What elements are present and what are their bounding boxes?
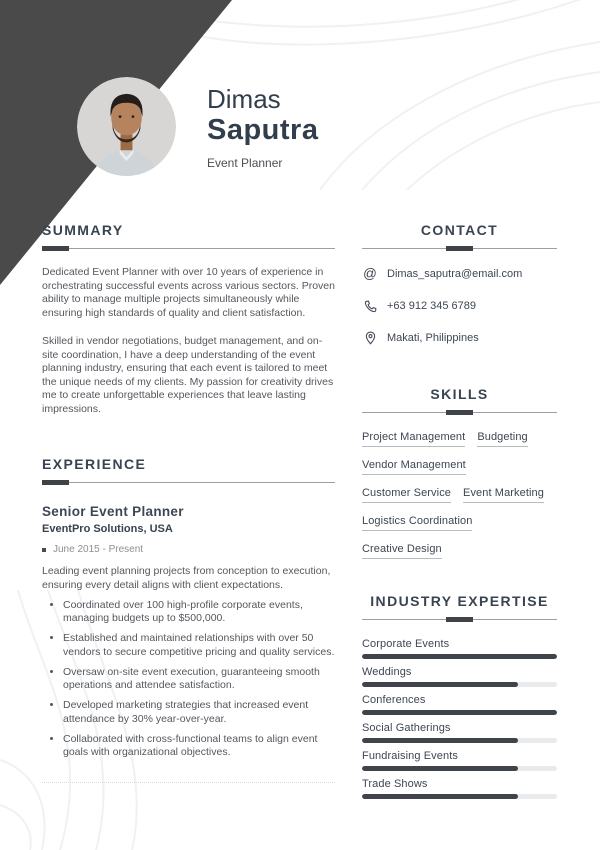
job-bullet: • Oversaw on-site event execution, guaranteeing smooth operations and attendee satisfaction. <box>63 666 335 693</box>
contact-section <box>362 222 557 346</box>
left-column <box>42 222 335 783</box>
skill-item: Project Management <box>362 431 465 447</box>
job-dates <box>42 544 335 555</box>
industry-expertise-label: Conferences <box>362 694 426 706</box>
contact-rows <box>362 266 557 346</box>
job-position-title: Senior Event Planner <box>42 504 184 519</box>
industry-expertise-label: Fundraising Events <box>362 750 458 762</box>
job-dates-text: June 2015 - Present <box>53 544 144 555</box>
industry-expertise-bar-track <box>362 738 557 743</box>
right-column <box>362 222 557 806</box>
industry-expertise-label: Corporate Events <box>362 638 450 650</box>
contact-heading: CONTACT <box>420 222 499 238</box>
industry-expertise-bar-fill <box>362 682 518 687</box>
job-bullet: • Coordinated over 100 high-profile corporate events, managing budgets up to $500,000. <box>63 599 335 626</box>
skills-section <box>362 386 557 559</box>
industry-expertise-bar-track <box>362 794 557 799</box>
industry-expertise-section <box>362 593 557 799</box>
experience-heading: EXPERIENCE <box>42 456 147 472</box>
rule-accent-bar <box>446 246 473 251</box>
summary-paragraphs <box>42 266 335 416</box>
summary-heading: SUMMARY <box>42 222 124 238</box>
industry-expertise-label: Trade Shows <box>362 778 428 790</box>
experience-section <box>42 456 335 783</box>
skills-heading: SKILLS <box>430 386 489 402</box>
first-name: Dimas <box>207 84 281 114</box>
industry-expertise-bar-fill <box>362 710 557 715</box>
profile-photo <box>77 77 176 176</box>
industry-expertise-heading: INDUSTRY EXPERTISE <box>370 593 549 609</box>
rule-accent-bar <box>446 617 473 622</box>
last-name: Saputra <box>207 114 319 146</box>
summary-paragraph: Skilled in vendor negotiations, budget management, and on-site coordination, I have a deep understanding of the event planning industry, ensuring that each event is tailored to meet the unique needs of my clients. My passion for creativity drives me to create unforgettable experiences that leave lasting impressions. <box>42 335 334 415</box>
summary-paragraph: Dedicated Event Planner with over 10 years of experience in orchestrating successful events across various sectors. Proven ability to manage multiple projects simultaneously while ensuring high standards of quality and client satisfaction. <box>42 266 335 319</box>
industry-expertise-bar-track <box>362 682 557 687</box>
industry-expertise-item <box>362 694 557 715</box>
industry-expertise-item <box>362 750 557 771</box>
contact-row-phone <box>362 298 557 314</box>
industry-expertise-bar-track <box>362 766 557 771</box>
industry-expertise-bar-fill <box>362 794 518 799</box>
industry-expertise-bar-fill <box>362 654 557 659</box>
industry-expertise-item <box>362 722 557 743</box>
contact-location: Makati, Philippines <box>387 332 479 344</box>
date-square-bullet-icon <box>42 548 46 552</box>
skill-item: Creative Design <box>362 543 442 559</box>
skill-item: Logistics Coordination <box>362 515 472 531</box>
industry-expertise-label: Weddings <box>362 666 412 678</box>
job-bullet-list <box>42 599 335 760</box>
summary-section <box>42 222 335 416</box>
job-description: Leading event planning projects from conception to execution, ensuring every detail aligns with client expectations. <box>42 565 331 591</box>
industry-expertise-bar-track <box>362 710 557 715</box>
at-icon: @ <box>363 266 377 281</box>
job-bullet: • Established and maintained relationships with over 50 vendors to secure competitive pricing and quality services. <box>63 632 335 659</box>
skill-item: Vendor Management <box>362 459 466 475</box>
section-rule <box>362 617 557 622</box>
industry-expertise-item <box>362 666 557 687</box>
rule-accent-bar <box>42 246 69 251</box>
phone-icon <box>362 298 378 314</box>
dotted-separator <box>42 782 335 783</box>
industry-expertise-bar-fill <box>362 738 518 743</box>
contact-phone: +63 912 345 6789 <box>387 300 477 312</box>
industry-expertise-item <box>362 778 557 799</box>
job-company: EventPro Solutions, USA <box>42 523 173 535</box>
industry-expertise-bar-fill <box>362 766 518 771</box>
job-bullet: • Collaborated with cross-functional teams to align event goals with organizational objectives. <box>63 733 335 760</box>
industry-expertise-bar-track <box>362 654 557 659</box>
section-rule <box>42 246 335 251</box>
section-rule <box>362 246 557 251</box>
rule-accent-bar <box>42 480 69 485</box>
contact-row-email <box>362 266 557 282</box>
avatar-portrait <box>77 77 176 176</box>
section-rule <box>362 410 557 415</box>
contact-row-location <box>362 330 557 346</box>
skills-list <box>362 431 557 559</box>
experience-entry <box>42 504 335 760</box>
location-icon <box>362 330 378 346</box>
contact-email: Dimas_saputra@email.com <box>387 268 523 280</box>
skill-item: Customer Service <box>362 487 451 503</box>
job-bullet: • Developed marketing strategies that increased event attendance by 30% year-over-year. <box>63 699 335 726</box>
skill-item: Event Marketing <box>463 487 544 503</box>
skill-item: Budgeting <box>477 431 527 447</box>
industry-expertise-item <box>362 638 557 659</box>
section-rule <box>42 480 335 485</box>
industry-expertise-list <box>362 638 557 799</box>
job-title: Event Planner <box>207 156 283 170</box>
header <box>207 84 318 170</box>
industry-expertise-label: Social Gatherings <box>362 722 451 734</box>
rule-accent-bar <box>446 410 473 415</box>
